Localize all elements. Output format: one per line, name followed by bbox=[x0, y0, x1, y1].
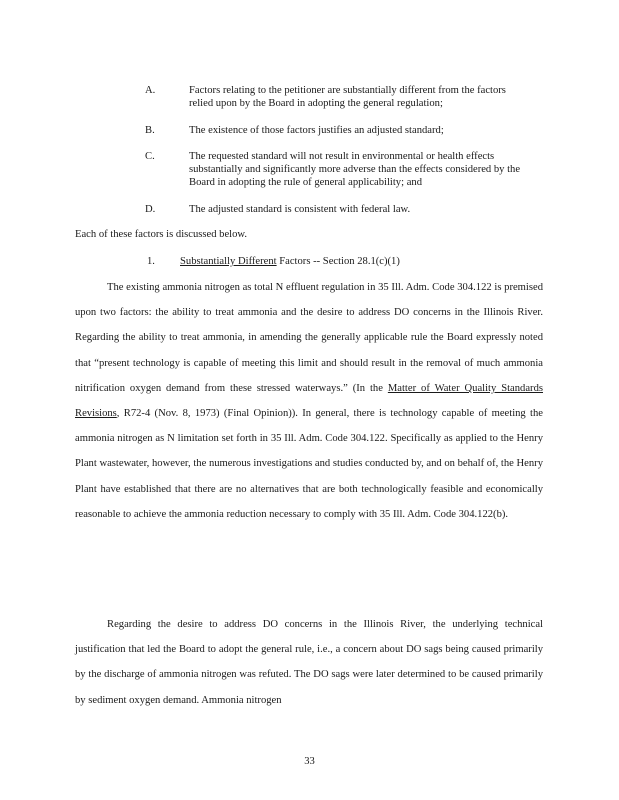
page-number: 33 bbox=[304, 756, 315, 767]
paragraph-2: Regarding the desire to address DO concerns in the Illinois River, the underlying technical justification that led the Board to adopt the general rule, i.e., a concern about DO sags being caused primarily by the discharge of ammonia nitrogen was refuted. The DO sags were later determined to be caused primarily by sediment oxygen demand. Ammonia nitrogen bbox=[75, 619, 543, 706]
criterion-letter: A. bbox=[145, 85, 156, 96]
criterion-letter: D. bbox=[145, 204, 156, 215]
criterion-text: The adjusted standard is consistent with federal law. bbox=[189, 204, 411, 215]
section-title-rest: Factors -- Section 28.1(c)(1) bbox=[276, 256, 400, 267]
case-citation: Matter of Water Quality Standards Revisions bbox=[75, 382, 543, 420]
criterion-letter: B. bbox=[145, 125, 155, 136]
paragraph-1-part2: , R72-4 (Nov. 8, 1973) (Final Opinion)). In general, there is technology capable of meeting the ammonia nitrogen as N limitation set forth in 35 Ill. Adm. Code 304.122. Specifically as applied to the Henry Plant wastewater, however, the numerous investigations and studies conducted by, and on behalf of, the Henry Plant have established that there are no alternatives that are both technologically feasible and economically reasonable to achieve the ammonia reduction necessary to comply with 35 Ill. Adm. Code 304.122(b). bbox=[75, 408, 543, 520]
criterion-text: Factors relating to the petitioner are substantially different from the factors relied upon by the Board in adopting the general regulation; bbox=[189, 85, 506, 109]
criterion-letter: C. bbox=[145, 151, 155, 162]
paragraph-1 bbox=[75, 275, 543, 527]
section-title bbox=[180, 256, 400, 267]
criterion-text: The requested standard will not result in environmental or health effects substantially and significantly more adverse than the effects considered by the Board in adopting the rule of general applicability; and bbox=[189, 151, 521, 188]
intro-line: Each of these factors is discussed below. bbox=[75, 229, 247, 240]
section-number: 1. bbox=[147, 256, 155, 267]
section-title-underlined: Substantially Different bbox=[180, 256, 277, 267]
criterion-text: The existence of those factors justifies an adjusted standard; bbox=[189, 125, 444, 136]
paragraph-1-part1: The existing ammonia nitrogen as total N effluent regulation in 35 Ill. Adm. Code 304.122 is premised upon two factors: the ability to treat ammonia and the desire to address DO concerns in the Illinois River. Regarding the ability to treat ammonia, in amending the generally applicable rule the Board expressly noted that “present technology is capable of meeting this limit and should result in the removal of much ammonia nitrification oxygen demand from these stressed waterways.” (In the bbox=[75, 282, 543, 394]
